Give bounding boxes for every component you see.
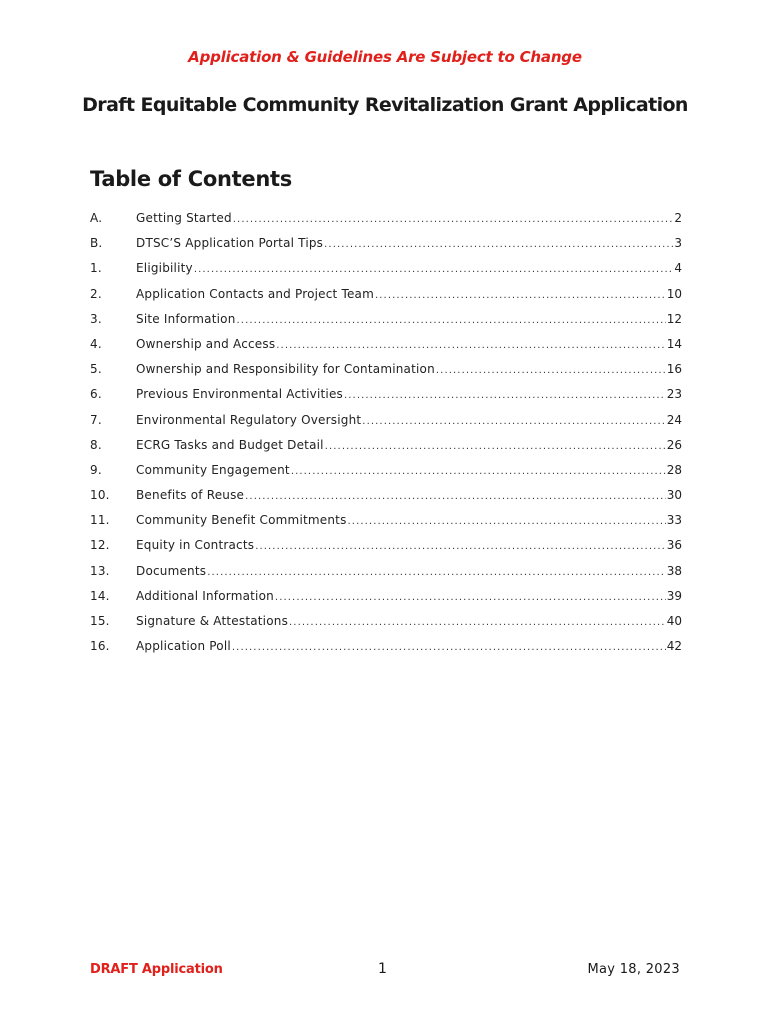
toc-entry-page: 2 bbox=[674, 211, 682, 225]
toc-entry[interactable] bbox=[90, 564, 682, 589]
toc-dot-leader bbox=[232, 642, 666, 653]
toc-entry-number: 6. bbox=[90, 387, 102, 402]
toc-entry[interactable] bbox=[90, 438, 682, 463]
toc-entry-label: Ownership and Access bbox=[136, 336, 276, 351]
toc-entry-label: Benefits of Reuse bbox=[136, 488, 245, 503]
toc-entry-label: Previous Environmental Activities bbox=[136, 387, 343, 402]
toc-entry[interactable] bbox=[90, 236, 682, 261]
toc-entry-label: DTSC’S Application Portal Tips bbox=[136, 236, 324, 251]
toc-entry-number: 7. bbox=[90, 412, 102, 427]
toc-dot-leader bbox=[324, 239, 673, 250]
toc-dot-leader bbox=[194, 264, 674, 275]
toc-entry-number: 15. bbox=[90, 614, 110, 628]
toc-entry[interactable] bbox=[90, 287, 682, 312]
toc-entry[interactable] bbox=[90, 337, 682, 362]
toc-entry-label: Eligibility bbox=[136, 261, 193, 276]
toc-entry-page: 24 bbox=[666, 412, 682, 427]
toc-entry-label: Application Poll bbox=[136, 639, 231, 654]
toc-dot-leader bbox=[275, 592, 666, 603]
toc-entry-label: Additional Information bbox=[136, 588, 274, 603]
toc-entry-label: Equity in Contracts bbox=[136, 538, 255, 553]
toc-entry-number: 4. bbox=[90, 336, 102, 351]
toc-dot-leader bbox=[291, 466, 666, 477]
toc-entry-page: 10 bbox=[666, 286, 682, 301]
toc-entry-number: 1. bbox=[90, 261, 102, 276]
footer-page-number: 1 bbox=[378, 961, 387, 977]
toc-entry-page: 28 bbox=[666, 462, 682, 477]
toc-entry-number: B. bbox=[90, 236, 103, 251]
toc-entry[interactable] bbox=[90, 413, 682, 438]
toc-entry[interactable] bbox=[90, 362, 682, 387]
toc-dot-leader bbox=[325, 441, 666, 452]
toc-entry-page: 3 bbox=[674, 236, 682, 251]
toc-entry-number: 5. bbox=[90, 362, 102, 377]
toc-heading: Table of Contents bbox=[90, 167, 292, 191]
toc-entry-label: Getting Started bbox=[136, 211, 232, 225]
toc-entry-page: 30 bbox=[666, 488, 682, 503]
toc-entry-number: 16. bbox=[90, 639, 110, 654]
table-of-contents bbox=[90, 211, 682, 664]
toc-dot-leader bbox=[233, 214, 674, 225]
subject-to-change-notice: Application & Guidelines Are Subject to Change bbox=[188, 48, 582, 66]
toc-entry-page: 42 bbox=[666, 639, 682, 654]
toc-entry-number: 2. bbox=[90, 286, 102, 301]
toc-entry[interactable] bbox=[90, 387, 682, 412]
toc-entry[interactable] bbox=[90, 261, 682, 286]
toc-entry-number: A. bbox=[90, 211, 103, 225]
toc-entry-number: 14. bbox=[90, 588, 110, 603]
toc-entry-page: 26 bbox=[666, 437, 682, 452]
toc-entry-label: Ownership and Responsibility for Contamination bbox=[136, 362, 435, 377]
toc-dot-leader bbox=[348, 516, 666, 527]
toc-entry-number: 11. bbox=[90, 513, 110, 528]
toc-dot-leader bbox=[245, 491, 666, 502]
toc-dot-leader bbox=[255, 541, 666, 552]
toc-entry-label: Signature & Attestations bbox=[136, 614, 289, 628]
toc-entry[interactable] bbox=[90, 639, 682, 664]
document-title: Draft Equitable Community Revitalization Grant Application bbox=[82, 94, 688, 116]
toc-entry[interactable] bbox=[90, 614, 682, 639]
toc-entry-page: 39 bbox=[666, 588, 682, 603]
toc-entry[interactable] bbox=[90, 312, 682, 337]
toc-dot-leader bbox=[237, 315, 666, 326]
toc-entry-page: 16 bbox=[666, 362, 682, 377]
toc-entry-number: 3. bbox=[90, 311, 102, 326]
toc-entry-label: Community Benefit Commitments bbox=[136, 513, 347, 528]
toc-dot-leader bbox=[289, 617, 666, 628]
toc-dot-leader bbox=[276, 340, 665, 351]
toc-entry-number: 13. bbox=[90, 563, 110, 578]
toc-entry-label: Application Contacts and Project Team bbox=[136, 286, 374, 301]
toc-entry-page: 40 bbox=[666, 614, 682, 628]
toc-dot-leader bbox=[362, 416, 665, 427]
toc-entry-page: 36 bbox=[666, 538, 682, 553]
toc-entry[interactable] bbox=[90, 488, 682, 513]
toc-dot-leader bbox=[436, 365, 666, 376]
toc-entry-number: 10. bbox=[90, 488, 110, 503]
toc-entry[interactable] bbox=[90, 463, 682, 488]
toc-entry-page: 14 bbox=[666, 336, 682, 351]
toc-entry-page: 12 bbox=[666, 311, 682, 326]
toc-entry-number: 12. bbox=[90, 538, 110, 553]
toc-entry-label: ECRG Tasks and Budget Detail bbox=[136, 437, 324, 452]
toc-entry-number: 8. bbox=[90, 437, 102, 452]
toc-dot-leader bbox=[375, 290, 666, 301]
toc-entry-label: Site Information bbox=[136, 311, 236, 326]
toc-dot-leader bbox=[207, 567, 665, 578]
toc-entry-page: 33 bbox=[666, 513, 682, 528]
toc-entry-page: 23 bbox=[666, 387, 682, 402]
toc-entry[interactable] bbox=[90, 211, 682, 236]
toc-entry-number: 9. bbox=[90, 462, 102, 477]
footer-draft-label: DRAFT Application bbox=[90, 962, 223, 977]
toc-entry[interactable] bbox=[90, 513, 682, 538]
toc-entry[interactable] bbox=[90, 538, 682, 563]
toc-entry-label: Community Engagement bbox=[136, 462, 290, 477]
toc-entry-label: Environmental Regulatory Oversight bbox=[136, 412, 362, 427]
toc-entry-label: Documents bbox=[136, 563, 207, 578]
footer-date: May 18, 2023 bbox=[587, 962, 680, 977]
toc-dot-leader bbox=[344, 390, 666, 401]
toc-entry[interactable] bbox=[90, 589, 682, 614]
toc-entry-page: 38 bbox=[666, 563, 682, 578]
toc-entry-page: 4 bbox=[674, 261, 682, 276]
